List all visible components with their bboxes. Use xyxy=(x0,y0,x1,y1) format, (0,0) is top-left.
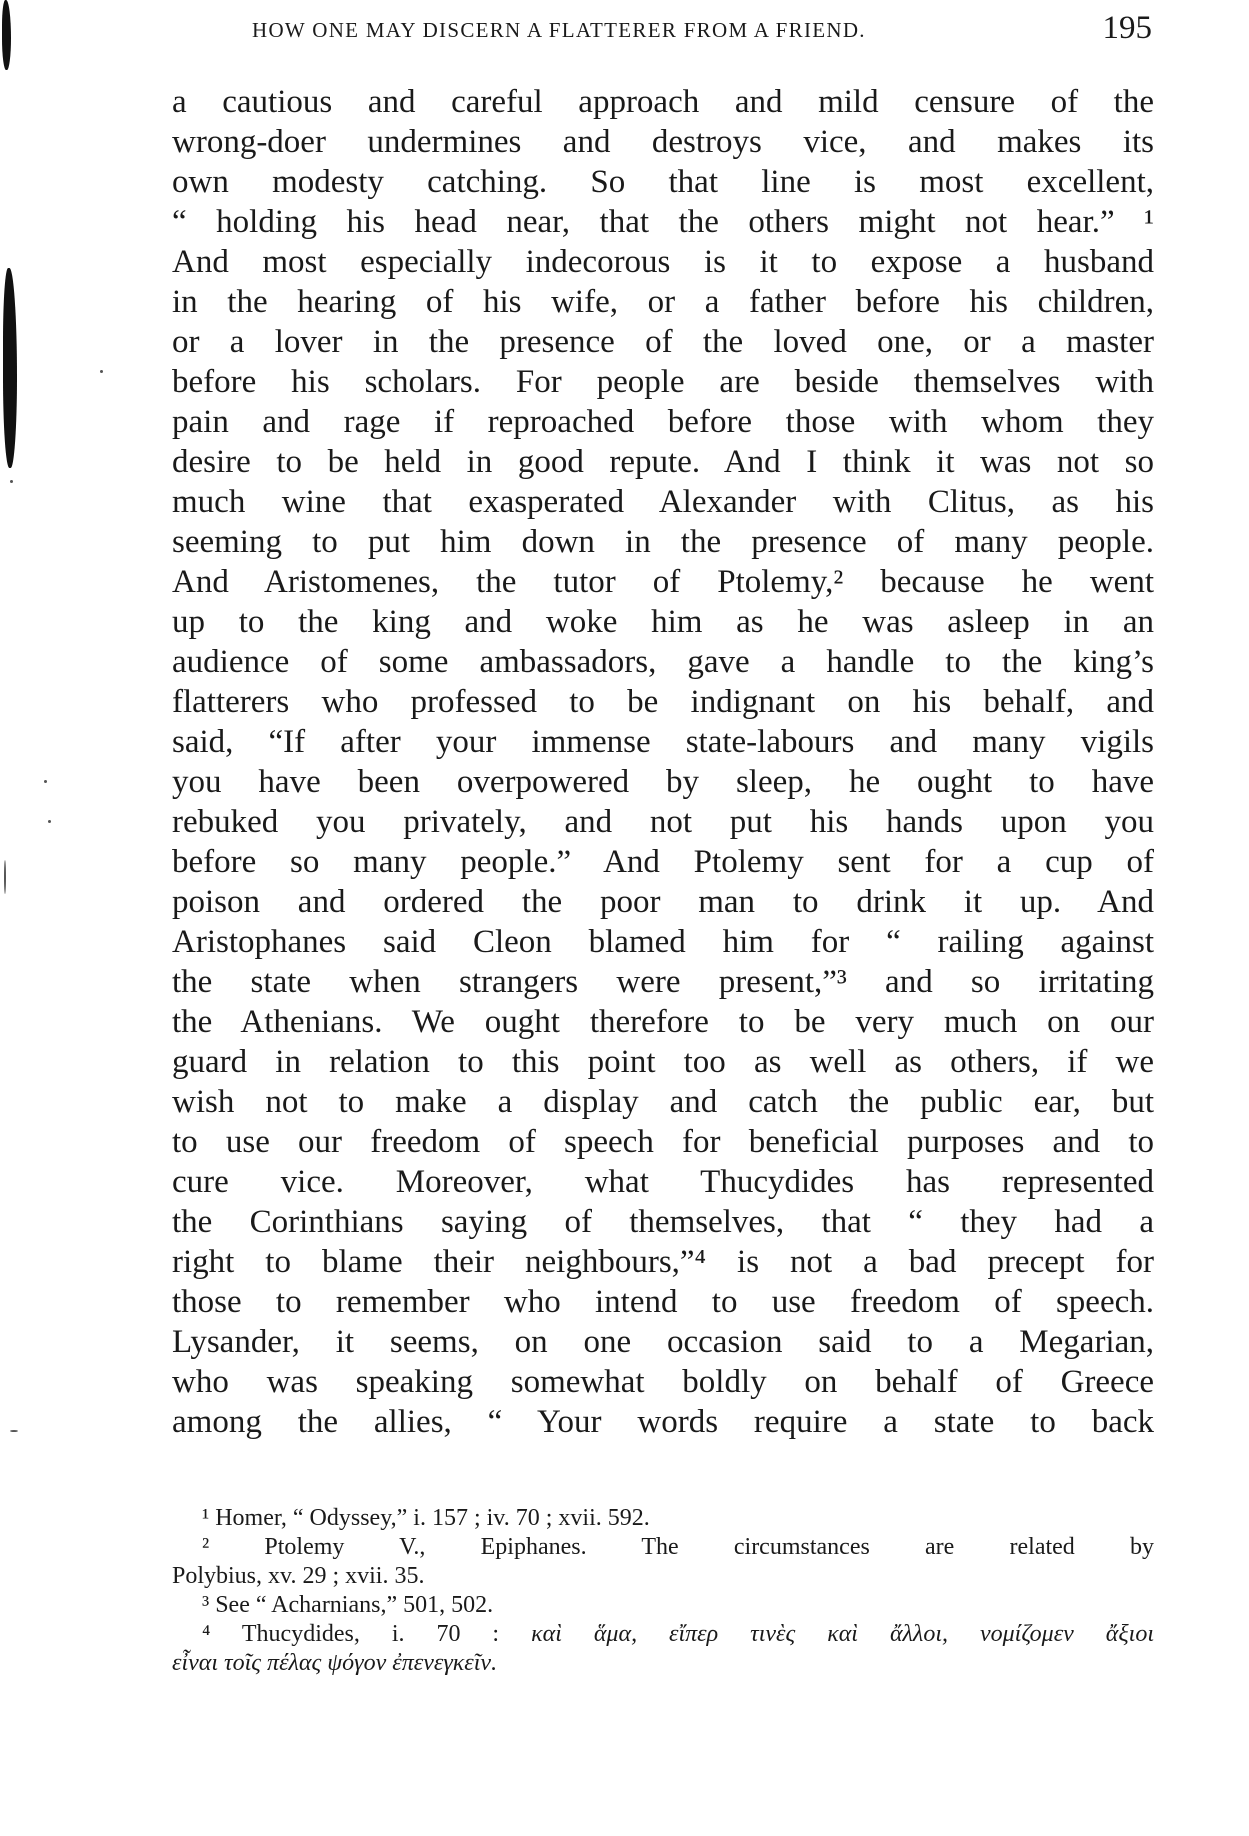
body-text xyxy=(172,82,1154,1442)
text-line: guard in relation to this point too as well as others, if we xyxy=(172,1044,1154,1080)
margin-speck xyxy=(44,780,47,783)
text-line: audience of some ambassadors, gave a handle to the king’s xyxy=(172,644,1154,680)
page-number: 195 xyxy=(1102,10,1152,46)
text-line: the Athenians. We ought therefore to be very much on our xyxy=(172,1004,1154,1040)
text-line: among the allies, “ Your words require a state to back xyxy=(172,1404,1154,1440)
text-line: Aristophanes said Cleon blamed him for “ railing against xyxy=(172,924,1154,960)
text-line: And Aristomenes, the tutor of Ptolemy,² because he went xyxy=(172,564,1154,600)
text-line: said, “If after your immense state-labours and many vigils xyxy=(172,724,1154,760)
text-line: And most especially indecorous is it to expose a husband xyxy=(172,244,1154,280)
text-line: the Corinthians saying of themselves, that “ they had a xyxy=(172,1204,1154,1240)
text-line: flatterers who professed to be indignant on his behalf, and xyxy=(172,684,1154,720)
footnote-4-citation: ⁴ Thucydides, i. 70 : xyxy=(202,1621,500,1647)
footnote-4-greek: καὶ ἅμα, εἴπερ τινὲς καὶ ἄλλοι, νομίζομεν ἄξιοι xyxy=(531,1621,1154,1647)
text-line: desire to be held in good repute. And I think it was not so xyxy=(172,444,1154,480)
text-line: or a lover in the presence of the loved one, or a master xyxy=(172,324,1154,360)
text-line: cure vice. Moreover, what Thucydides has represented xyxy=(172,1164,1154,1200)
text-line: wish not to make a display and catch the public ear, but xyxy=(172,1084,1154,1120)
running-head xyxy=(172,8,1154,48)
footnote-4-greek-continued: εἶναι τοῖς πέλας ψόγον ἐπενεγκεῖν. xyxy=(172,1650,498,1676)
margin-speck xyxy=(100,370,103,373)
text-line: in the hearing of his wife, or a father before his children, xyxy=(172,284,1154,320)
text-line: Lysander, it seems, on one occasion said to a Megarian, xyxy=(172,1324,1154,1360)
footnotes xyxy=(172,1504,1154,1678)
margin-speck xyxy=(4,860,6,894)
text-line: much wine that exasperated Alexander with Clitus, as his xyxy=(172,484,1154,520)
margin-speck xyxy=(10,1430,18,1432)
text-line: own modesty catching. So that line is most excellent, xyxy=(172,164,1154,200)
text-line: rebuked you privately, and not put his hands upon you xyxy=(172,804,1154,840)
footnote-3: ³ See “ Acharnians,” 501, 502. xyxy=(202,1592,494,1618)
text-line: those to remember who intend to use freedom of speech. xyxy=(172,1284,1154,1320)
text-line: before his scholars. For people are beside themselves with xyxy=(172,364,1154,400)
text-line: to use our freedom of speech for beneficial purposes and to xyxy=(172,1124,1154,1160)
text-line: right to blame their neighbours,”⁴ is not a bad precept for xyxy=(172,1244,1154,1280)
text-line: seeming to put him down in the presence of many people. xyxy=(172,524,1154,560)
margin-ink-mark-middle xyxy=(3,268,17,468)
footnote-1: ¹ Homer, “ Odyssey,” i. 157 ; iv. 70 ; xvii. 592. xyxy=(202,1505,650,1531)
text-line: poison and ordered the poor man to drink it up. And xyxy=(172,884,1154,920)
footnote-2-continued: Polybius, xv. 29 ; xvii. 35. xyxy=(172,1563,425,1589)
running-title: HOW ONE MAY DISCERN A FLATTERER FROM A FRIEND. xyxy=(252,18,866,42)
text-line: who was speaking somewhat boldly on behalf of Greece xyxy=(172,1364,1154,1400)
footnote-4 xyxy=(172,1620,1154,1649)
text-line: pain and rage if reproached before those with whom they xyxy=(172,404,1154,440)
text-line: a cautious and careful approach and mild censure of the xyxy=(172,84,1154,120)
text-line: “ holding his head near, that the others might not hear.” ¹ xyxy=(172,204,1154,240)
text-line: wrong-doer undermines and destroys vice, and makes its xyxy=(172,124,1154,160)
text-line: before so many people.” And Ptolemy sent for a cup of xyxy=(172,844,1154,880)
margin-speck xyxy=(10,480,13,483)
margin-ink-mark-top xyxy=(2,0,11,70)
footnote-2: ² Ptolemy V., Epiphanes. The circumstances are related by xyxy=(202,1534,1154,1560)
text-line: you have been overpowered by sleep, he ought to have xyxy=(172,764,1154,800)
text-line: the state when strangers were present,”³ and so irritating xyxy=(172,964,1154,1000)
margin-speck xyxy=(48,820,51,823)
text-line: up to the king and woke him as he was asleep in an xyxy=(172,604,1154,640)
